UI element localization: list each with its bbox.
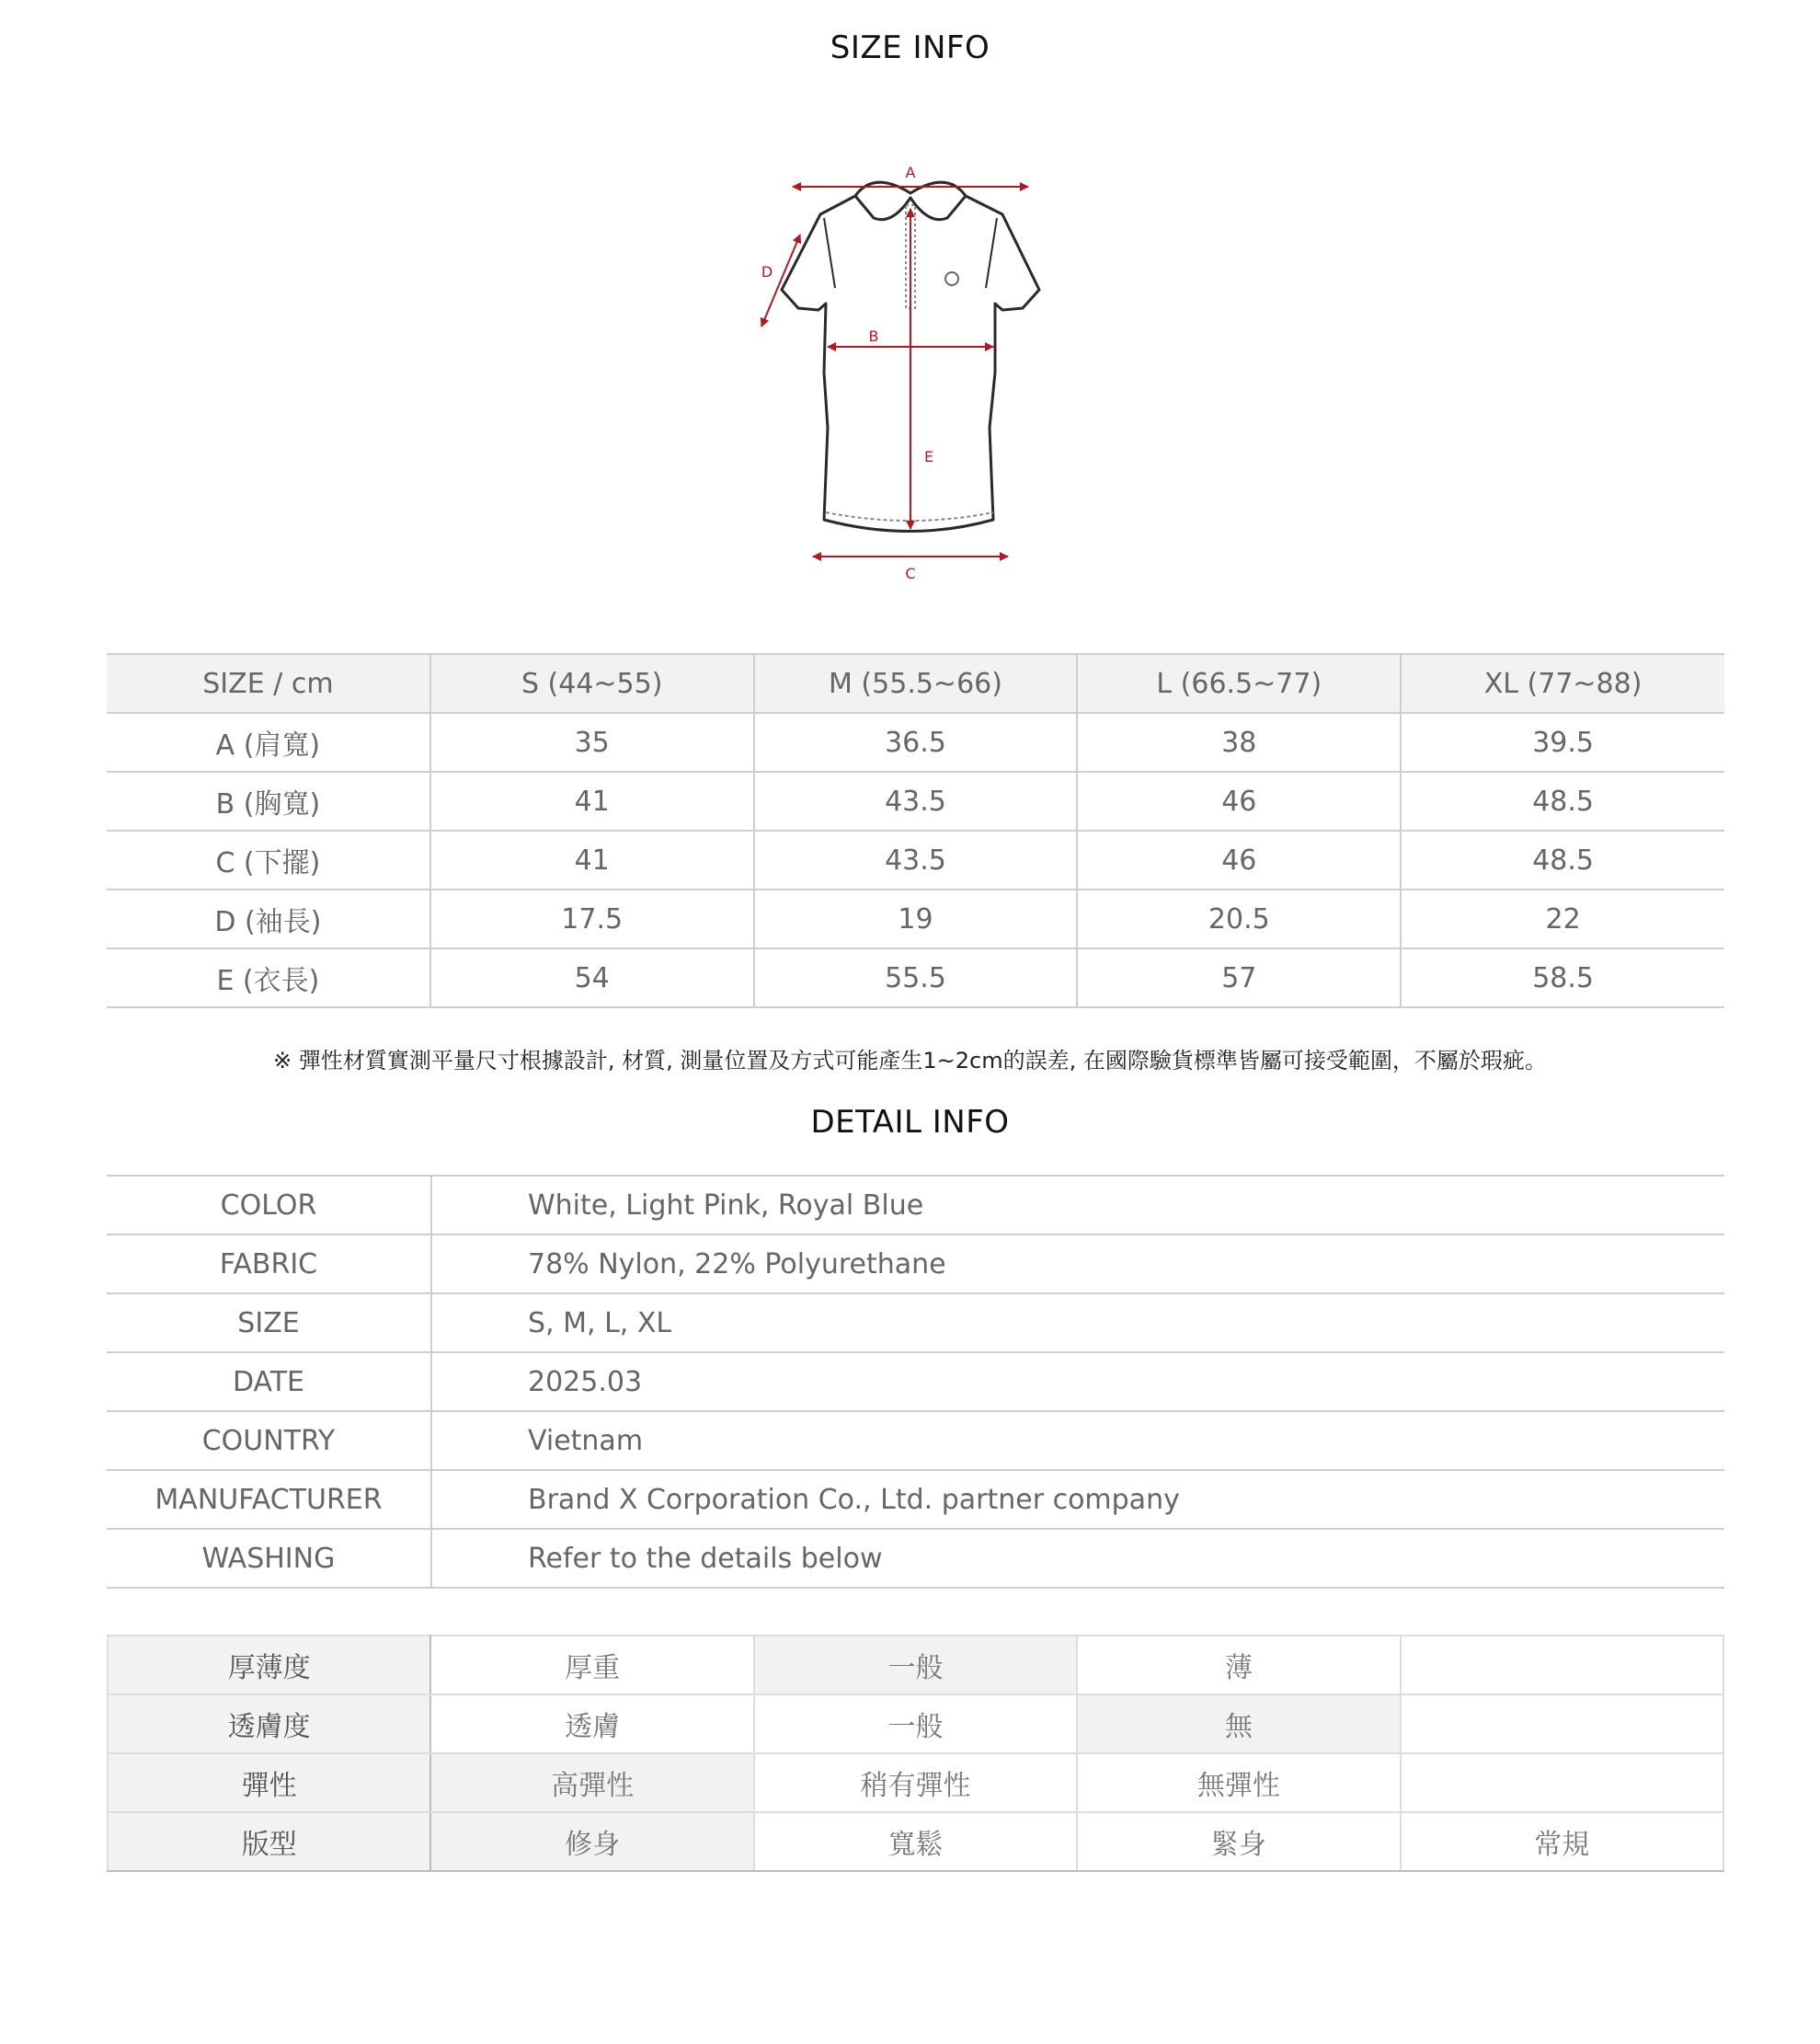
grade-label: 版型 bbox=[108, 1812, 430, 1871]
measurement-value: 39.5 bbox=[1401, 713, 1724, 772]
grade-option: 透膚 bbox=[430, 1694, 753, 1753]
measurement-value: 48.5 bbox=[1401, 772, 1724, 831]
measurement-label: A (肩寬) bbox=[107, 713, 430, 772]
grade-row-fit bbox=[108, 1812, 1723, 1871]
detail-row-washing bbox=[107, 1529, 1724, 1588]
grade-option: 寬鬆 bbox=[754, 1812, 1077, 1871]
detail-value: S, M, L, XL bbox=[431, 1293, 1724, 1352]
detail-key: SIZE bbox=[107, 1293, 431, 1352]
measurement-value: 19 bbox=[754, 890, 1078, 948]
grade-option: 一般 bbox=[754, 1636, 1077, 1694]
detail-key: COLOR bbox=[107, 1176, 431, 1234]
grade-option bbox=[1401, 1753, 1723, 1812]
measurement-value: 58.5 bbox=[1401, 948, 1724, 1007]
size-column-header: XL (77~88) bbox=[1401, 654, 1724, 713]
size-info-title: SIZE INFO bbox=[830, 29, 990, 66]
grade-option bbox=[1401, 1636, 1723, 1694]
measurement-value: 57 bbox=[1077, 948, 1401, 1007]
detail-info-title: DETAIL INFO bbox=[810, 1104, 1010, 1141]
measurement-label: D (袖長) bbox=[107, 890, 430, 948]
grade-option: 緊身 bbox=[1077, 1812, 1400, 1871]
grade-label: 透膚度 bbox=[108, 1694, 430, 1753]
measurement-value: 17.5 bbox=[430, 890, 754, 948]
size-table-row bbox=[107, 713, 1724, 772]
label-a: A bbox=[905, 164, 916, 181]
detail-row-size bbox=[107, 1293, 1724, 1352]
grade-option: 無 bbox=[1077, 1694, 1400, 1753]
size-table-row bbox=[107, 772, 1724, 831]
detail-row-color bbox=[107, 1176, 1724, 1234]
measurement-value: 46 bbox=[1077, 831, 1401, 890]
measurement-label: B (胸寬) bbox=[107, 772, 430, 831]
measurement-value: 43.5 bbox=[754, 831, 1078, 890]
measurement-value: 43.5 bbox=[754, 772, 1078, 831]
label-c: C bbox=[905, 565, 916, 582]
detail-value: White, Light Pink, Royal Blue bbox=[431, 1176, 1724, 1234]
grade-option: 厚重 bbox=[430, 1636, 753, 1694]
label-e: E bbox=[923, 448, 934, 465]
size-table-row bbox=[107, 890, 1724, 948]
measurement-value: 22 bbox=[1401, 890, 1724, 948]
detail-row-date bbox=[107, 1352, 1724, 1411]
grade-option bbox=[1401, 1694, 1723, 1753]
size-table bbox=[107, 653, 1724, 1008]
grade-option: 薄 bbox=[1077, 1636, 1400, 1694]
size-column-header: M (55.5~66) bbox=[754, 654, 1078, 713]
measurement-label: E (衣長) bbox=[107, 948, 430, 1007]
detail-value: Brand X Corporation Co., Ltd. partner company bbox=[431, 1470, 1724, 1529]
size-table-row bbox=[107, 948, 1724, 1007]
detail-row-country bbox=[107, 1411, 1724, 1470]
measurement-label: C (下擺) bbox=[107, 831, 430, 890]
measurement-value: 54 bbox=[430, 948, 754, 1007]
grade-label: 厚薄度 bbox=[108, 1636, 430, 1694]
detail-row-manufacturer bbox=[107, 1470, 1724, 1529]
grade-option: 高彈性 bbox=[430, 1753, 753, 1812]
detail-key: WASHING bbox=[107, 1529, 431, 1588]
measurement-value: 48.5 bbox=[1401, 831, 1724, 890]
polo-shirt-measurement-diagram bbox=[736, 152, 1085, 603]
detail-key: COUNTRY bbox=[107, 1411, 431, 1470]
measurement-value: 55.5 bbox=[754, 948, 1078, 1007]
size-table-header bbox=[107, 654, 1724, 713]
label-d: D bbox=[761, 263, 773, 281]
detail-key: FABRIC bbox=[107, 1234, 431, 1293]
size-column-header: S (44~55) bbox=[430, 654, 754, 713]
grade-option: 一般 bbox=[754, 1694, 1077, 1753]
size-column-header: SIZE / cm bbox=[107, 654, 430, 713]
detail-value: Vietnam bbox=[431, 1411, 1724, 1470]
measurement-note: ※ 彈性材質實測平量尺寸根據設計, 材質, 測量位置及方式可能產生1~2cm的誤差, 在國際驗貨標準皆屬可接受範圍，不屬於瑕疵。 bbox=[273, 1048, 1547, 1074]
grade-row-sheerness bbox=[108, 1694, 1723, 1753]
grade-option: 無彈性 bbox=[1077, 1753, 1400, 1812]
fabric-grade-table bbox=[107, 1635, 1724, 1872]
detail-value: 78% Nylon, 22% Polyurethane bbox=[431, 1234, 1724, 1293]
measurement-value: 38 bbox=[1077, 713, 1401, 772]
size-table-row bbox=[107, 831, 1724, 890]
grade-row-thickness bbox=[108, 1636, 1723, 1694]
measurement-value: 35 bbox=[430, 713, 754, 772]
grade-row-elasticity bbox=[108, 1753, 1723, 1812]
measurement-value: 36.5 bbox=[754, 713, 1078, 772]
label-b: B bbox=[868, 327, 879, 345]
measurement-value: 20.5 bbox=[1077, 890, 1401, 948]
grade-option: 常規 bbox=[1401, 1812, 1723, 1871]
grade-label: 彈性 bbox=[108, 1753, 430, 1812]
measurement-value: 41 bbox=[430, 772, 754, 831]
detail-key: MANUFACTURER bbox=[107, 1470, 431, 1529]
measurement-value: 41 bbox=[430, 831, 754, 890]
grade-option: 稍有彈性 bbox=[754, 1753, 1077, 1812]
grade-option: 修身 bbox=[430, 1812, 753, 1871]
size-column-header: L (66.5~77) bbox=[1077, 654, 1401, 713]
detail-value: 2025.03 bbox=[431, 1352, 1724, 1411]
detail-row-fabric bbox=[107, 1234, 1724, 1293]
measurement-value: 46 bbox=[1077, 772, 1401, 831]
detail-value: Refer to the details below bbox=[431, 1529, 1724, 1588]
detail-key: DATE bbox=[107, 1352, 431, 1411]
detail-table bbox=[107, 1175, 1724, 1589]
